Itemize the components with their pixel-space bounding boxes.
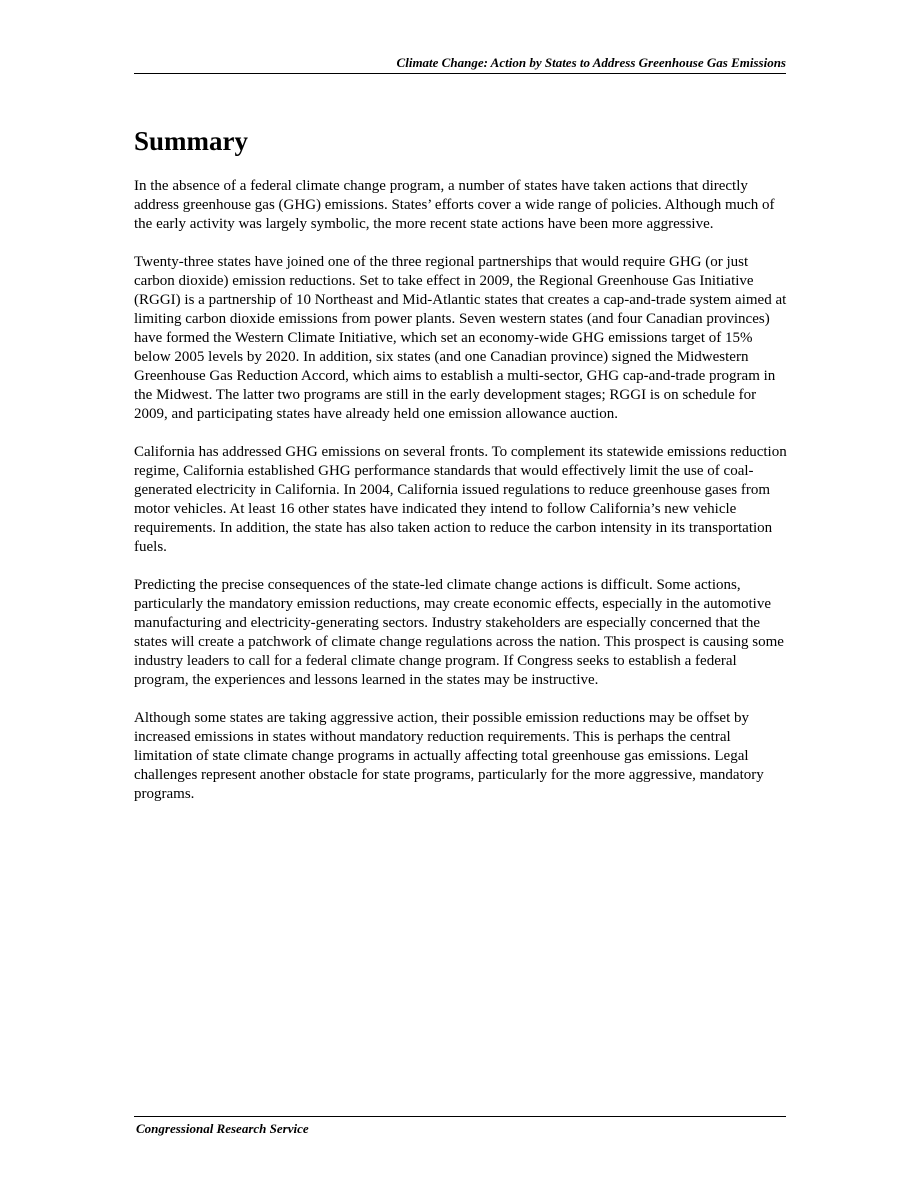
paragraph-3: California has addressed GHG emissions on several fronts. To complement its statewide emissions reduction regime, California established GHG performance standards that would effectively limit the use of coal-generated electricity in California. In 2004, California issued regulations to reduce greenhouse gases from motor vehicles. At least 16 other states have indicated they intend to follow California’s new vehicle requirements. In addition, the state has also taken action to reduce the carbon intensity in its transportation fuels. <box>134 444 787 555</box>
paragraph-2: Twenty-three states have joined one of the three regional partnerships that would require GHG (or just carbon dioxide) emission reductions. Set to take effect in 2009, the Regional Greenhouse Gas Initiative (RGGI) is a partnership of 10 Northeast and Mid-Atlantic states that creates a cap-and-trade system aimed at limiting carbon dioxide emissions from power plants. Seven western states (and four Canadian provinces) have formed the Western Climate Initiative, which set an economy-wide GHG emissions target of 15% below 2005 levels by 2020. In addition, six states (and one Canadian province) signed the Midwestern Greenhouse Gas Reduction Accord, which aims to establish a multi-sector, GHG cap-and-trade program in the Midwest. The latter two programs are still in the early development stages; RGGI is on schedule for 2009, and participating states have already held one emission allowance auction. <box>134 254 787 422</box>
summary-body <box>134 177 790 823</box>
section-title: Summary <box>134 126 248 156</box>
running-footer: Congressional Research Service <box>136 1121 309 1136</box>
footer-divider <box>134 1116 786 1117</box>
running-header: Climate Change: Action by States to Address Greenhouse Gas Emissions <box>396 55 786 70</box>
paragraph-1: In the absence of a federal climate change program, a number of states have taken actions that directly address greenhouse gas (GHG) emissions. States’ efforts cover a wide range of policies. Although much of the early activity was largely symbolic, the more recent state actions have been more aggressive. <box>134 178 775 232</box>
header-divider <box>134 73 786 74</box>
paragraph-4: Predicting the precise consequences of the state-led climate change actions is difficult. Some actions, particularly the mandatory emission reductions, may create economic effects, especially in the automotive manufacturing and electricity-generating sectors. Industry stakeholders are especially concerned that the states will create a patchwork of climate change regulations across the nation. This prospect is causing some industry leaders to call for a federal climate change program. If Congress seeks to establish a federal program, the experiences and lessons learned in the states may be instructive. <box>134 577 784 688</box>
paragraph-5: Although some states are taking aggressive action, their possible emission reductions may be offset by increased emissions in states without mandatory reduction requirements. This is perhaps the central limitation of state climate change programs in actually affecting total greenhouse gas emissions. Legal challenges represent another obstacle for state programs, particularly for the more aggressive, mandatory programs. <box>134 710 764 802</box>
